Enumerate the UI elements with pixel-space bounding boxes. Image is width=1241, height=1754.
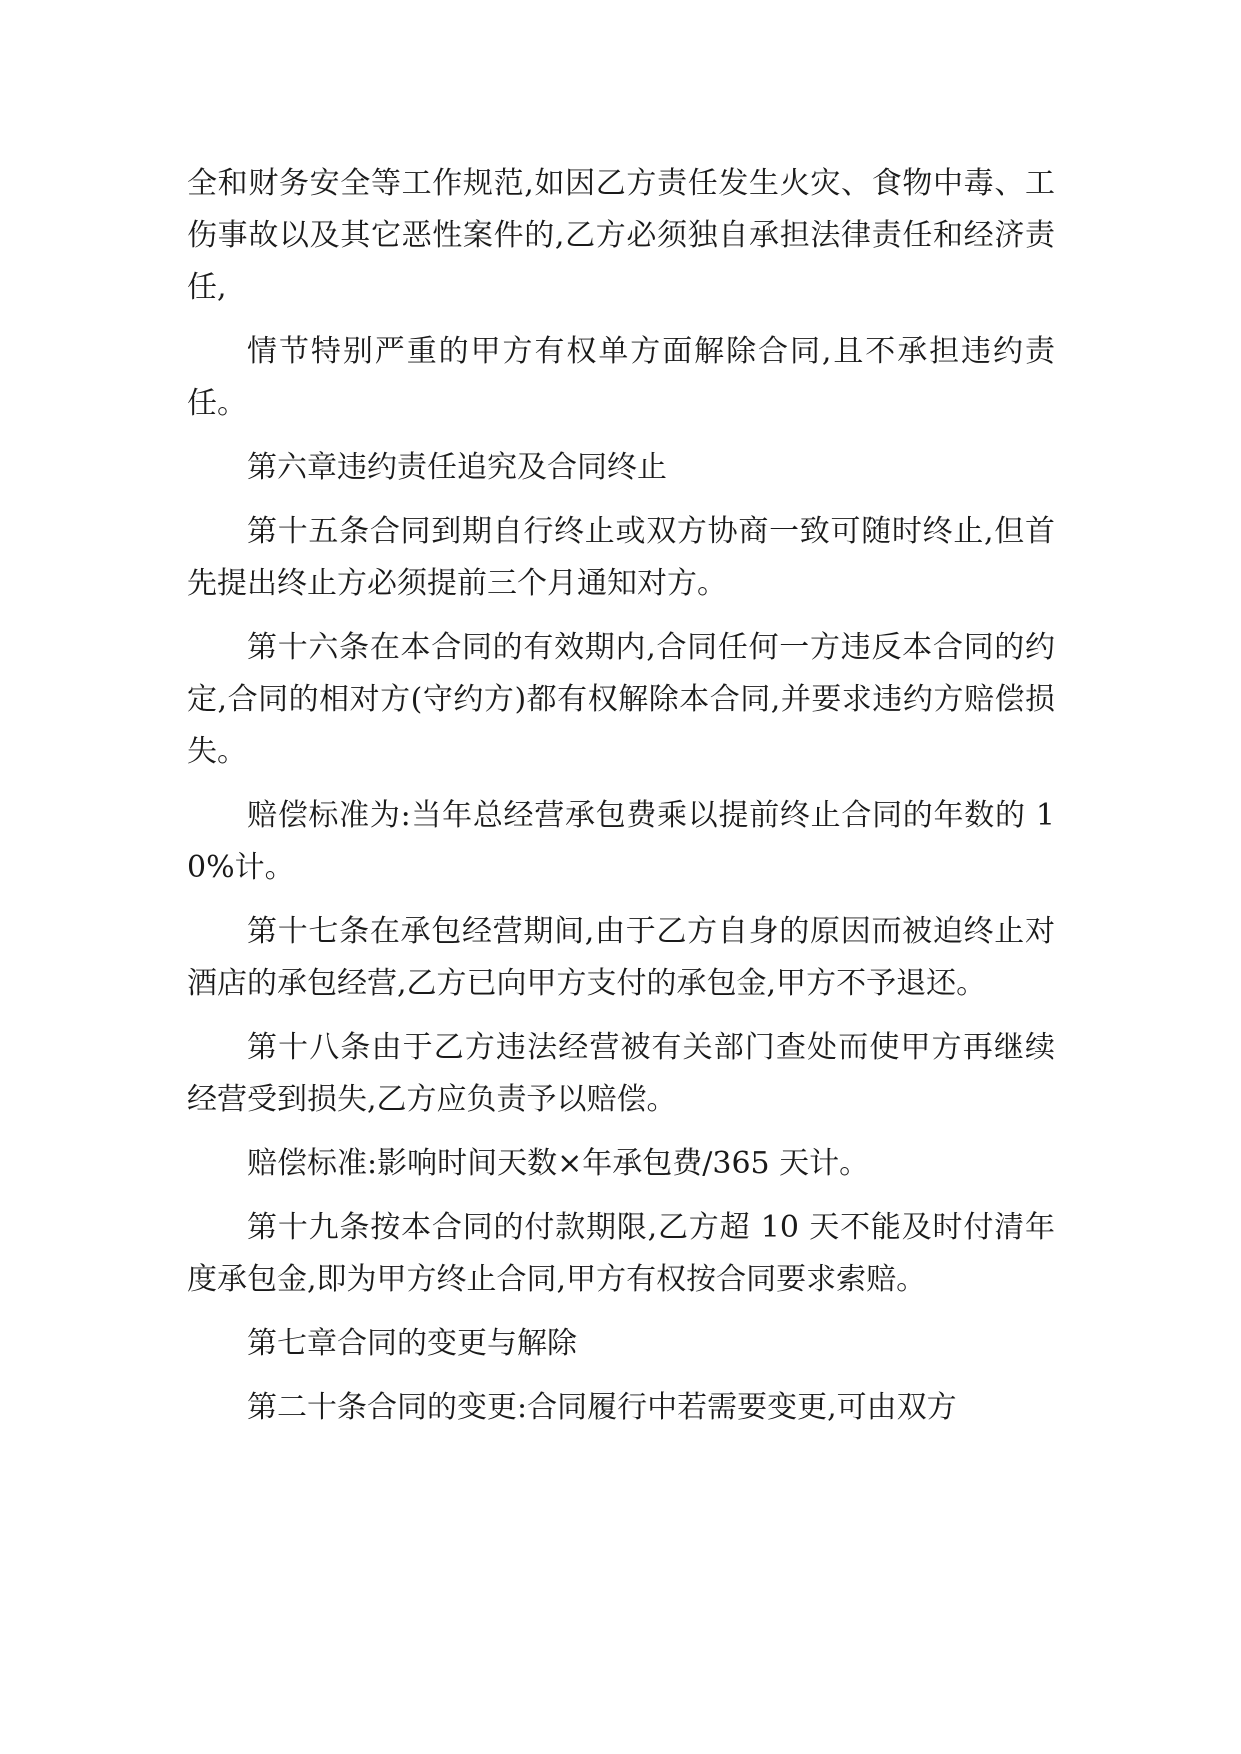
article-paragraph: 第十七条在承包经营期间,由于乙方自身的原因而被迫终止对酒店的承包经营,乙方已向甲方支付的承包金,甲方不予退还。	[187, 914, 1055, 1001]
paragraph: 情节特别严重的甲方有权单方面解除合同,且不承担违约责任。	[187, 334, 1055, 421]
chapter-heading: 第六章违约责任追究及合同终止	[247, 450, 667, 485]
paragraph-continuation: 全和财务安全等工作规范,如因乙方责任发生火灾、食物中毒、工伤事故以及其它恶性案件的,乙方必须独自承担法律责任和经济责任,	[187, 166, 1055, 305]
paragraph: 赔偿标准为:当年总经营承包费乘以提前终止合同的年数的 10%计。	[187, 798, 1055, 885]
article-paragraph: 第十八条由于乙方违法经营被有关部门查处而使甲方再继续经营受到损失,乙方应负责予以赔偿。	[187, 1030, 1055, 1117]
article-paragraph: 第十六条在本合同的有效期内,合同任何一方违反本合同的约定,合同的相对方(守约方)都有权解除本合同,并要求违约方赔偿损失。	[187, 630, 1055, 769]
article-paragraph: 第十五条合同到期自行终止或双方协商一致可随时终止,但首先提出终止方必须提前三个月通知对方。	[187, 514, 1055, 601]
article-paragraph: 第十九条按本合同的付款期限,乙方超 10 天不能及时付清年度承包金,即为甲方终止合同,甲方有权按合同要求索赔。	[187, 1210, 1055, 1297]
chapter-heading: 第七章合同的变更与解除	[247, 1326, 577, 1361]
paragraph: 赔偿标准:影响时间天数×年承包费/365 天计。	[247, 1146, 870, 1181]
article-paragraph: 第二十条合同的变更:合同履行中若需要变更,可由双方	[247, 1390, 957, 1425]
document-body	[187, 158, 1055, 1446]
